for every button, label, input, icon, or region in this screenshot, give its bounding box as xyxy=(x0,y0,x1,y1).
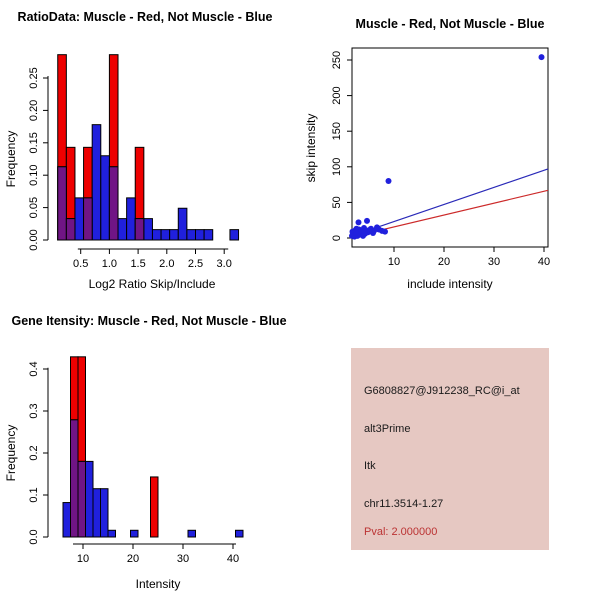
histogram-bar xyxy=(101,156,110,240)
y-axis-label: Frequency xyxy=(4,130,18,188)
histogram-bar xyxy=(127,198,136,240)
scatter-points xyxy=(349,54,545,239)
y-tick-label: 50 xyxy=(331,196,343,209)
histogram-bar xyxy=(236,530,244,537)
y-axis xyxy=(331,51,352,241)
histogram-bar xyxy=(118,219,127,240)
y-axis-label: skip intensity xyxy=(304,113,318,183)
histogram-bar xyxy=(92,125,101,240)
histogram-bar xyxy=(196,230,205,240)
y-tick-label: 0.1 xyxy=(28,487,40,503)
x-tick-label: 30 xyxy=(487,256,501,268)
probe-id-text: G6808827@J912238_RC@i_at xyxy=(364,385,520,397)
histogram-bar xyxy=(152,230,161,240)
data-point xyxy=(382,229,388,235)
pval-text: Pval: 2.000000 xyxy=(364,526,438,538)
x-tick-label: 20 xyxy=(126,553,140,565)
histogram-bar xyxy=(230,230,239,240)
histogram-bar xyxy=(75,198,84,240)
histogram-bar xyxy=(63,503,71,537)
data-point xyxy=(386,178,392,184)
y-axis xyxy=(28,67,48,250)
y-tick-label: 0 xyxy=(331,234,343,242)
histogram-bar xyxy=(204,230,213,240)
y-tick-label: 0.05 xyxy=(28,196,40,219)
x-tick-label: 2.0 xyxy=(159,258,175,270)
y-tick-label: 0.4 xyxy=(28,361,40,377)
chart-title: Gene Itensity: Muscle - Red, Not Muscle - Blue xyxy=(11,314,287,328)
histogram-bar xyxy=(188,530,196,537)
histogram-bar xyxy=(58,167,67,240)
y-tick-label: 0.00 xyxy=(28,229,40,251)
x-tick-label: 3.0 xyxy=(216,258,232,270)
x-tick-label: 1.0 xyxy=(101,258,118,270)
x-tick-label: 2.5 xyxy=(187,258,204,270)
histogram-bar xyxy=(71,420,79,537)
histogram-bar xyxy=(144,219,153,240)
y-tick-label: 250 xyxy=(331,50,343,70)
y-tick-label: 0.10 xyxy=(28,164,40,186)
histogram-bar xyxy=(161,230,170,240)
y-tick-label: 150 xyxy=(331,122,343,141)
chart-title: Muscle - Red, Not Muscle - Blue xyxy=(355,17,545,31)
y-tick-label: 0.3 xyxy=(28,403,40,419)
histogram-bar xyxy=(78,461,86,537)
x-tick-label: 10 xyxy=(76,553,90,565)
fit-lines xyxy=(352,169,548,237)
x-tick-label: 10 xyxy=(387,256,401,268)
x-axis-label: include intensity xyxy=(407,277,493,291)
gene-name-text: Itk xyxy=(364,460,376,472)
y-tick-label: 100 xyxy=(331,157,343,176)
histogram-bar xyxy=(135,219,144,240)
histogram-bar xyxy=(151,477,159,537)
x-tick-label: 30 xyxy=(176,553,190,565)
histogram-bar xyxy=(101,489,109,537)
y-axis xyxy=(28,361,48,544)
x-tick-label: 20 xyxy=(437,256,451,268)
chromosome-location-text: chr11.3514-1.27 xyxy=(364,498,444,510)
x-axis xyxy=(73,249,232,270)
data-point xyxy=(356,219,362,225)
histogram-bar xyxy=(170,230,179,240)
y-tick-label: 0.25 xyxy=(28,67,40,89)
x-tick-label: 40 xyxy=(537,256,551,268)
x-tick-label: 0.5 xyxy=(73,258,89,270)
not-muscle-fit-line xyxy=(352,169,548,236)
splice-type-text: alt3Prime xyxy=(364,423,411,435)
histogram-bar xyxy=(187,230,196,240)
x-axis xyxy=(388,247,550,268)
histogram-bar xyxy=(109,167,118,240)
plot-box xyxy=(352,48,548,247)
histogram-bar xyxy=(86,461,94,537)
histogram-bar xyxy=(178,208,187,240)
y-tick-label: 0.0 xyxy=(28,529,40,545)
x-axis-label: Intensity xyxy=(135,577,181,591)
chart-title: RatioData: Muscle - Red, Not Muscle - Blue xyxy=(17,10,273,24)
scatter-plot-panel xyxy=(300,0,600,300)
x-axis xyxy=(73,544,239,565)
y-axis-label: Frequency xyxy=(4,424,18,482)
data-point xyxy=(364,218,370,224)
histogram-bar xyxy=(84,198,93,240)
y-tick-label: 200 xyxy=(331,86,343,105)
x-tick-label: 1.5 xyxy=(130,258,146,270)
data-point xyxy=(539,54,545,60)
probe-info-box xyxy=(351,348,549,550)
y-tick-label: 0.20 xyxy=(28,99,40,122)
histogram-bar xyxy=(66,219,75,240)
y-tick-label: 0.2 xyxy=(28,445,40,461)
histogram-bar xyxy=(131,530,139,537)
x-axis-label: Log2 Ratio Skip/Include xyxy=(88,277,216,291)
gene-intensity-histogram-panel xyxy=(0,300,300,600)
y-tick-label: 0.15 xyxy=(28,132,40,154)
histogram-bar xyxy=(108,530,116,537)
histogram-bar xyxy=(93,489,101,537)
x-tick-label: 40 xyxy=(226,553,240,565)
ratio-histogram-panel xyxy=(0,0,300,300)
